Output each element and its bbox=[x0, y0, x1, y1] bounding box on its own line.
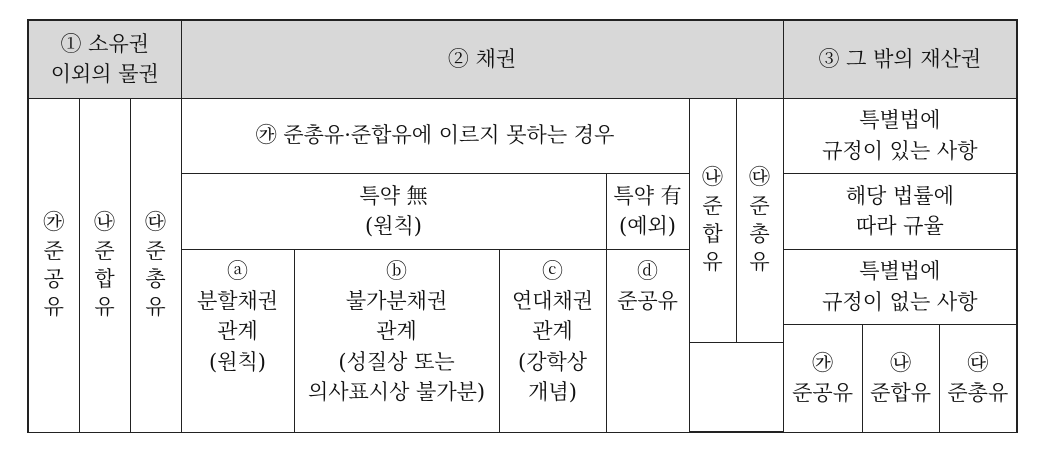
empty-cell bbox=[689, 342, 783, 432]
not-reaching-quasi-case-cell: ㉮ 준총유·준합유에 이르지 못하는 경우 bbox=[181, 98, 689, 173]
no-special-law-cell: 특별법에 규정이 없는 사항 bbox=[783, 249, 1017, 324]
header-other-property-rights: ③ 그 밖의 재산권 bbox=[783, 20, 1017, 98]
divisible-claim-cell: ⓐ 분할채권 관계 (원칙) bbox=[181, 249, 294, 432]
quasi-co-ownership-cell: ㉮ 준 공 유 bbox=[28, 98, 79, 432]
quasi-co-ownership-claim-cell: ⓓ 준공유 bbox=[606, 249, 689, 432]
special-agreement-cell: 특약 有 (예외) bbox=[606, 173, 689, 249]
header-other-real-rights: ① 소유권 이외의 물권 bbox=[28, 20, 181, 98]
other-quasi-total-ownership-cell: ㉰ 준총유 bbox=[939, 324, 1017, 432]
special-law-provided-cell: 특별법에 규정이 있는 사항 bbox=[783, 98, 1017, 173]
indivisible-claim-cell: ⓑ 불가분채권 관계 (성질상 또는 의사표시상 불가분) bbox=[294, 249, 499, 432]
quasi-total-ownership-cell: ㉰ 준 총 유 bbox=[130, 98, 181, 432]
other-quasi-co-ownership-cell: ㉮ 준공유 bbox=[783, 324, 862, 432]
claims-quasi-total-ownership-cell: ㉰ 준 총 유 bbox=[736, 98, 783, 342]
governed-by-law-cell: 해당 법률에 따라 규율 bbox=[783, 173, 1017, 249]
quasi-joint-ownership-cell: ㉯ 준 합 유 bbox=[79, 98, 130, 432]
property-rights-table bbox=[27, 19, 1018, 433]
joint-claim-cell: ⓒ 연대채권 관계 (강학상 개념) bbox=[499, 249, 606, 432]
header-claims: ② 채권 bbox=[181, 20, 783, 98]
claims-quasi-joint-ownership-cell: ㉯ 준 합 유 bbox=[689, 98, 736, 342]
other-quasi-joint-ownership-cell: ㉯ 준합유 bbox=[862, 324, 939, 432]
no-special-agreement-cell: 특약 無 (원칙) bbox=[181, 173, 606, 249]
